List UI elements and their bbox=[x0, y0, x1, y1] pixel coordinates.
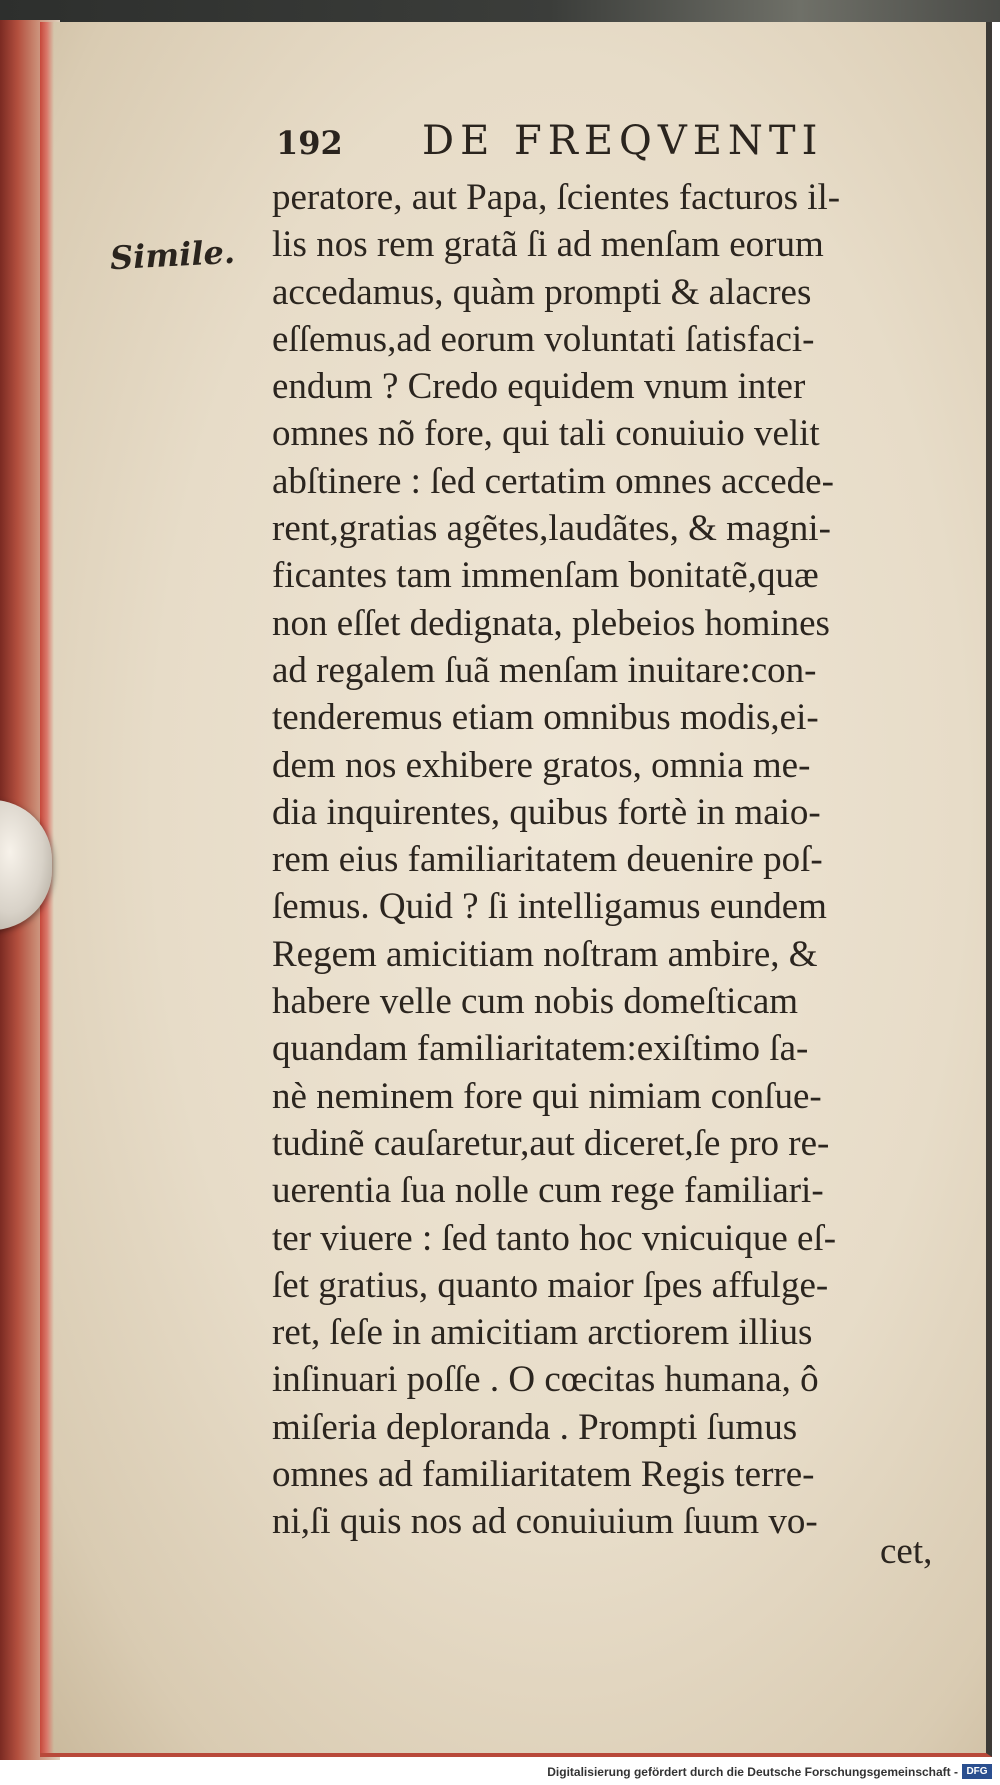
text-line: ſet gratius, quanto maior ſpes affulge- bbox=[272, 1264, 829, 1306]
text-line: Regem amicitiam noſtram ambire, & bbox=[272, 933, 818, 975]
text-line: accedamus, quàm prompti & alacres bbox=[272, 271, 812, 313]
funding-credit: Digitalisierung gefördert durch die Deutsche Forschungsgemeinschaft - bbox=[547, 1765, 958, 1779]
running-title: DE FREQVENTI bbox=[422, 118, 824, 164]
text-line: rent,gratias agẽtes,laudãtes, & magni- bbox=[272, 508, 831, 550]
text-line: omnes ad familiaritatem Regis terre- bbox=[272, 1454, 815, 1496]
body-text bbox=[272, 174, 962, 1546]
text-line: eſſemus,ad eorum voluntati ſatisfaci- bbox=[272, 318, 815, 360]
page-number: 192 bbox=[276, 124, 343, 162]
margin-note: Simile. bbox=[109, 232, 236, 278]
text-line: ter viuere : ſed tanto hoc vnicuique eſ- bbox=[272, 1217, 837, 1259]
text-line: ficantes tam immenſam bonitatẽ,quæ bbox=[272, 555, 819, 597]
catchword: cet, bbox=[880, 1531, 933, 1572]
footer-bar bbox=[0, 1760, 1000, 1785]
text-line: endum ? Credo equidem vnum inter bbox=[272, 366, 806, 408]
text-line: tenderemus etiam omnibus modis,ei- bbox=[272, 697, 819, 739]
text-line: habere velle cum nobis domeſticam bbox=[272, 981, 799, 1023]
text-line: nè neminem fore qui nimiam conſue- bbox=[272, 1075, 822, 1117]
dfg-logo: DFG bbox=[962, 1764, 992, 1779]
text-line: abſtinere : ſed certatim omnes accede- bbox=[272, 460, 834, 502]
text-line: rem eius familiaritatem deuenire poſ- bbox=[272, 839, 823, 881]
text-line: uerentia ſua nolle cum rege familiari- bbox=[272, 1170, 824, 1212]
page-header bbox=[276, 118, 846, 172]
text-line: omnes nõ fore, qui tali conuiuio velit bbox=[272, 413, 820, 455]
text-line: ſemus. Quid ? ſi intelligamus eundem bbox=[272, 886, 827, 928]
text-line: dia inquirentes, quibus fortè in maio- bbox=[272, 791, 821, 833]
scanner-top-edge bbox=[0, 0, 1000, 22]
text-line: ret, ſeſe in amicitiam arctiorem illius bbox=[272, 1312, 813, 1354]
text-line: tudinẽ cauſaretur,aut diceret,ſe pro re- bbox=[272, 1122, 830, 1164]
text-line: non eſſet dedignata, plebeios homines bbox=[272, 602, 830, 644]
text-line: lis nos rem gratã ſi ad menſam eorum bbox=[272, 224, 824, 266]
text-line: ni,ſi quis nos ad conuiuium ſuum vo- bbox=[272, 1501, 818, 1543]
text-line: inſinuari poſſe . O cœcitas humana, ô bbox=[272, 1359, 819, 1401]
text-line: miſeria deploranda . Prompti ſumus bbox=[272, 1406, 798, 1448]
text-line: dem nos exhibere gratos, omnia me- bbox=[272, 744, 811, 786]
text-line: peratore, aut Papa, ſcientes facturos il- bbox=[272, 177, 841, 218]
text-line: ad regalem ſuã menſam inuitare:con- bbox=[272, 649, 817, 691]
text-line: quandam familiaritatem:exiſtimo ſa- bbox=[272, 1028, 809, 1070]
